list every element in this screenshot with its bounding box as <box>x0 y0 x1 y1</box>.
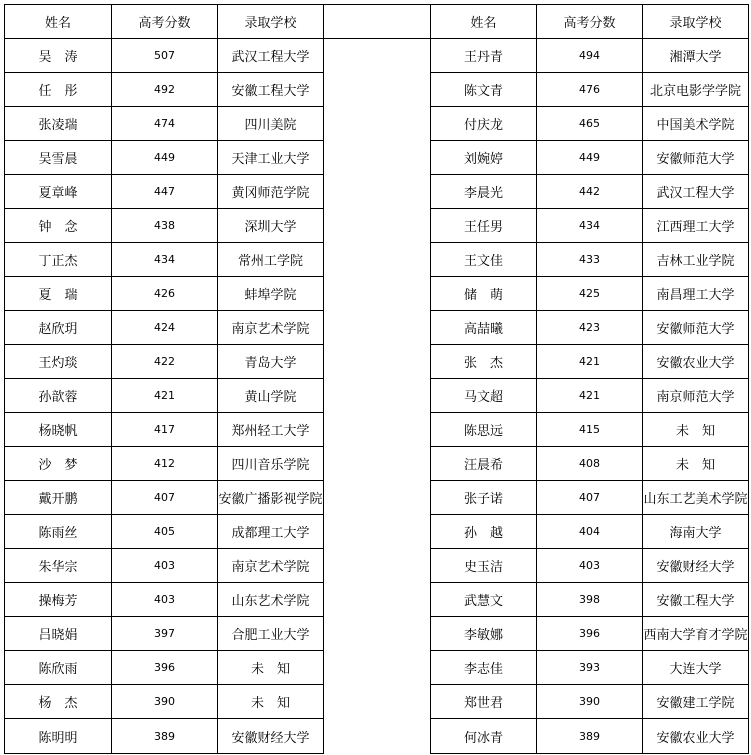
column-gap <box>324 311 431 345</box>
header-row <box>5 5 749 39</box>
admitted-school-left: 成都理工大学 <box>218 515 324 549</box>
student-name-right: 史玉洁 <box>431 549 537 583</box>
exam-score-left: 422 <box>112 345 218 379</box>
table-row <box>5 107 749 141</box>
student-name-left: 陈明明 <box>5 719 112 754</box>
table-row <box>5 447 749 481</box>
student-name-right: 王任男 <box>431 209 537 243</box>
exam-score-right: 442 <box>537 175 643 209</box>
student-name-right: 何冰青 <box>431 719 537 754</box>
exam-score-left: 403 <box>112 549 218 583</box>
exam-score-right: 415 <box>537 413 643 447</box>
table-row <box>5 515 749 549</box>
admitted-school-right: 安徽工程大学 <box>643 583 749 617</box>
header-score-left: 高考分数 <box>112 5 218 39</box>
table-row <box>5 549 749 583</box>
exam-score-left: 389 <box>112 719 218 754</box>
table-row <box>5 311 749 345</box>
admitted-school-right: 安徽建工学院 <box>643 685 749 719</box>
table-row <box>5 243 749 277</box>
column-gap <box>324 277 431 311</box>
admitted-school-left: 武汉工程大学 <box>218 39 324 73</box>
admitted-school-right: 湘潭大学 <box>643 39 749 73</box>
admission-table <box>4 4 749 754</box>
column-gap <box>324 685 431 719</box>
exam-score-right: 393 <box>537 651 643 685</box>
student-name-right: 高喆曦 <box>431 311 537 345</box>
admitted-school-left: 合肥工业大学 <box>218 617 324 651</box>
admitted-school-right: 中国美术学院 <box>643 107 749 141</box>
student-name-left: 操梅芳 <box>5 583 112 617</box>
admitted-school-right: 西南大学育才学院 <box>643 617 749 651</box>
admitted-school-right: 安徽师范大学 <box>643 141 749 175</box>
student-name-right: 储 萌 <box>431 277 537 311</box>
exam-score-left: 438 <box>112 209 218 243</box>
student-name-right: 刘婉婷 <box>431 141 537 175</box>
column-gap <box>324 39 431 73</box>
exam-score-right: 390 <box>537 685 643 719</box>
exam-score-right: 398 <box>537 583 643 617</box>
student-name-right: 马文超 <box>431 379 537 413</box>
admitted-school-left: 常州工学院 <box>218 243 324 277</box>
exam-score-right: 433 <box>537 243 643 277</box>
column-gap <box>324 515 431 549</box>
student-name-left: 杨晓帆 <box>5 413 112 447</box>
column-gap <box>324 5 431 39</box>
admitted-school-left: 青岛大学 <box>218 345 324 379</box>
admitted-school-left: 天津工业大学 <box>218 141 324 175</box>
admitted-school-right: 未 知 <box>643 447 749 481</box>
table-row <box>5 73 749 107</box>
exam-score-right: 423 <box>537 311 643 345</box>
exam-score-left: 434 <box>112 243 218 277</box>
admitted-school-right: 南昌理工大学 <box>643 277 749 311</box>
column-gap <box>324 209 431 243</box>
admitted-school-right: 吉林工业学院 <box>643 243 749 277</box>
exam-score-right: 421 <box>537 379 643 413</box>
exam-score-left: 447 <box>112 175 218 209</box>
student-name-left: 戴开鹏 <box>5 481 112 515</box>
table-row <box>5 719 749 754</box>
exam-score-right: 476 <box>537 73 643 107</box>
admitted-school-left: 未 知 <box>218 685 324 719</box>
table-row <box>5 39 749 73</box>
student-name-left: 朱华宗 <box>5 549 112 583</box>
admitted-school-left: 深圳大学 <box>218 209 324 243</box>
exam-score-right: 421 <box>537 345 643 379</box>
student-name-left: 任 彤 <box>5 73 112 107</box>
exam-score-left: 405 <box>112 515 218 549</box>
admitted-school-left: 黄山学院 <box>218 379 324 413</box>
student-name-right: 付庆龙 <box>431 107 537 141</box>
student-name-left: 沙 梦 <box>5 447 112 481</box>
exam-score-left: 396 <box>112 651 218 685</box>
student-name-right: 武慧文 <box>431 583 537 617</box>
exam-score-right: 465 <box>537 107 643 141</box>
student-name-left: 杨 杰 <box>5 685 112 719</box>
exam-score-right: 408 <box>537 447 643 481</box>
admitted-school-left: 安徽广播影视学院 <box>218 481 324 515</box>
exam-score-right: 407 <box>537 481 643 515</box>
exam-score-left: 403 <box>112 583 218 617</box>
exam-score-left: 426 <box>112 277 218 311</box>
table-row <box>5 141 749 175</box>
exam-score-right: 494 <box>537 39 643 73</box>
table-row <box>5 583 749 617</box>
column-gap <box>324 447 431 481</box>
header-name-right: 姓名 <box>431 5 537 39</box>
table-row <box>5 379 749 413</box>
exam-score-left: 412 <box>112 447 218 481</box>
exam-score-right: 434 <box>537 209 643 243</box>
header-school-left: 录取学校 <box>218 5 324 39</box>
exam-score-left: 417 <box>112 413 218 447</box>
column-gap <box>324 651 431 685</box>
admitted-school-right: 江西理工大学 <box>643 209 749 243</box>
student-name-right: 张 杰 <box>431 345 537 379</box>
exam-score-right: 404 <box>537 515 643 549</box>
table-row <box>5 413 749 447</box>
student-name-right: 李志佳 <box>431 651 537 685</box>
student-name-right: 张子诺 <box>431 481 537 515</box>
student-name-right: 孙 越 <box>431 515 537 549</box>
column-gap <box>324 719 431 754</box>
admitted-school-right: 安徽农业大学 <box>643 719 749 754</box>
column-gap <box>324 141 431 175</box>
table-row <box>5 481 749 515</box>
student-name-right: 陈思远 <box>431 413 537 447</box>
student-name-left: 吴雪晨 <box>5 141 112 175</box>
exam-score-left: 424 <box>112 311 218 345</box>
admitted-school-left: 南京艺术学院 <box>218 311 324 345</box>
admitted-school-left: 四川音乐学院 <box>218 447 324 481</box>
student-name-left: 夏章峰 <box>5 175 112 209</box>
student-name-right: 汪晨希 <box>431 447 537 481</box>
column-gap <box>324 379 431 413</box>
header-score-right: 高考分数 <box>537 5 643 39</box>
admitted-school-right: 大连大学 <box>643 651 749 685</box>
column-gap <box>324 107 431 141</box>
table-body <box>5 39 749 754</box>
table-row <box>5 175 749 209</box>
column-gap <box>324 549 431 583</box>
admitted-school-right: 安徽师范大学 <box>643 311 749 345</box>
admitted-school-left: 四川美院 <box>218 107 324 141</box>
exam-score-right: 449 <box>537 141 643 175</box>
student-name-left: 陈欣雨 <box>5 651 112 685</box>
exam-score-left: 397 <box>112 617 218 651</box>
exam-score-right: 389 <box>537 719 643 754</box>
column-gap <box>324 73 431 107</box>
column-gap <box>324 345 431 379</box>
admitted-school-right: 安徽农业大学 <box>643 345 749 379</box>
student-name-left: 王灼琰 <box>5 345 112 379</box>
column-gap <box>324 243 431 277</box>
student-name-right: 王丹青 <box>431 39 537 73</box>
column-gap <box>324 175 431 209</box>
header-school-right: 录取学校 <box>643 5 749 39</box>
admitted-school-left: 安徽工程大学 <box>218 73 324 107</box>
student-name-right: 郑世君 <box>431 685 537 719</box>
admitted-school-left: 郑州轻工大学 <box>218 413 324 447</box>
exam-score-right: 403 <box>537 549 643 583</box>
student-name-right: 李敏娜 <box>431 617 537 651</box>
student-name-right: 陈文青 <box>431 73 537 107</box>
student-name-left: 赵欣玥 <box>5 311 112 345</box>
student-name-left: 钟 念 <box>5 209 112 243</box>
exam-score-left: 449 <box>112 141 218 175</box>
table-row <box>5 617 749 651</box>
admitted-school-right: 南京师范大学 <box>643 379 749 413</box>
admitted-school-left: 山东艺术学院 <box>218 583 324 617</box>
student-name-right: 王文佳 <box>431 243 537 277</box>
admitted-school-right: 未 知 <box>643 413 749 447</box>
admitted-school-right: 山东工艺美术学院 <box>643 481 749 515</box>
student-name-left: 孙歆蓉 <box>5 379 112 413</box>
table-row <box>5 209 749 243</box>
column-gap <box>324 583 431 617</box>
student-name-left: 吕晓娟 <box>5 617 112 651</box>
admitted-school-right: 海南大学 <box>643 515 749 549</box>
exam-score-left: 492 <box>112 73 218 107</box>
table-row <box>5 685 749 719</box>
exam-score-left: 474 <box>112 107 218 141</box>
student-name-left: 吴 涛 <box>5 39 112 73</box>
student-name-left: 夏 瑞 <box>5 277 112 311</box>
column-gap <box>324 413 431 447</box>
table-row <box>5 651 749 685</box>
exam-score-left: 421 <box>112 379 218 413</box>
admitted-school-left: 安徽财经大学 <box>218 719 324 754</box>
student-name-left: 陈雨丝 <box>5 515 112 549</box>
table-row <box>5 277 749 311</box>
exam-score-right: 425 <box>537 277 643 311</box>
student-name-right: 李晨光 <box>431 175 537 209</box>
table-row <box>5 345 749 379</box>
exam-score-left: 407 <box>112 481 218 515</box>
column-gap <box>324 617 431 651</box>
exam-score-left: 390 <box>112 685 218 719</box>
column-gap <box>324 481 431 515</box>
admitted-school-left: 未 知 <box>218 651 324 685</box>
admitted-school-right: 安徽财经大学 <box>643 549 749 583</box>
exam-score-left: 507 <box>112 39 218 73</box>
admitted-school-left: 黄冈师范学院 <box>218 175 324 209</box>
header-name-left: 姓名 <box>5 5 112 39</box>
student-name-left: 丁正杰 <box>5 243 112 277</box>
student-name-left: 张凌瑞 <box>5 107 112 141</box>
exam-score-right: 396 <box>537 617 643 651</box>
admitted-school-left: 南京艺术学院 <box>218 549 324 583</box>
admitted-school-left: 蚌埠学院 <box>218 277 324 311</box>
admitted-school-right: 武汉工程大学 <box>643 175 749 209</box>
admitted-school-right: 北京电影学学院 <box>643 73 749 107</box>
